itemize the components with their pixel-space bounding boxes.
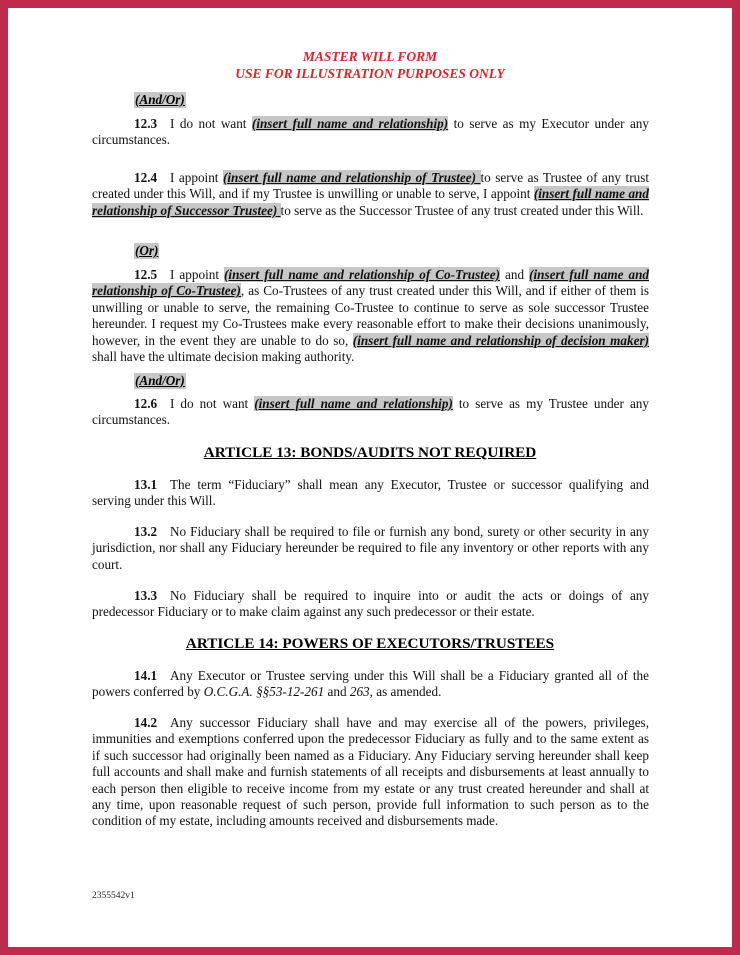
section-text: to serve as the Successor Trustee of any trust created under this Will. — [280, 202, 644, 218]
article-14-heading: ARTICLE 14: POWERS OF EXECUTORS/TRUSTEES — [185, 635, 555, 652]
section-text: and — [324, 684, 350, 700]
insert-placeholder: (insert full name and relationship) — [251, 116, 449, 131]
section-text: I do not want — [170, 116, 252, 131]
statute-reference: 263 — [349, 684, 370, 700]
section-text: to serve as my Executor under any circumstances. — [92, 116, 649, 148]
section-12-3 — [92, 116, 649, 149]
section-text: to serve as my Trustee under any circumstances. — [92, 396, 649, 428]
section-12-6 — [92, 396, 649, 429]
section-text: and — [499, 267, 530, 282]
section-13-3 — [92, 588, 649, 621]
section-12-5 — [92, 267, 649, 365]
section-text: No Fiduciary shall be required to file or furnish any bond, surety or other security in any jurisdiction, nor shall any Fiduciary hereunder be required to file any inventory or other reports with any court. — [92, 524, 649, 572]
section-number: 14.1 — [134, 668, 158, 683]
section-text: No Fiduciary shall be required to inquire into or audit the acts or doings of any predecessor Fiduciary or to make claim against any such predecessor or their estate. — [92, 588, 649, 620]
section-text: shall have the ultimate decision making authority. — [92, 349, 355, 365]
insert-placeholder: (insert full name and relationship of Successor Trustee) — [92, 186, 649, 218]
insert-placeholder: (insert full name and relationship of decision maker) — [352, 332, 649, 348]
section-text: The term “Fiduciary” shall mean any Executor, Trustee or successor qualifying and serving under this Will. — [92, 477, 649, 509]
section-number: 12.3 — [134, 116, 158, 131]
section-text: to serve as Trustee of any trust created under this Will, and if my Trustee is unwilling or unable to serve, I appoint — [92, 170, 649, 202]
section-14-1 — [92, 668, 649, 701]
section-number: 14.2 — [134, 715, 158, 730]
section-text: I appoint — [170, 267, 225, 282]
statute-reference: O.C.G.A. §§53-12-261 — [203, 684, 325, 700]
section-14-2 — [92, 715, 649, 830]
section-number: 12.5 — [134, 267, 158, 282]
insert-placeholder: (insert full name and relationship) — [254, 396, 453, 411]
insert-placeholder: (insert full name and relationship of Trustee) — [222, 170, 481, 185]
section-number: 12.6 — [134, 396, 158, 411]
section-text: I do not want — [170, 396, 255, 411]
section-number: 13.3 — [134, 588, 158, 603]
section-13-1 — [92, 477, 649, 510]
document-id: 2355542v1 — [92, 891, 135, 901]
section-number: 13.1 — [134, 477, 158, 492]
document-page — [8, 8, 732, 947]
section-text: Any successor Fiduciary shall have and may exercise all of the powers, privileges, immunities and exemptions conferred upon the predecessor Fiduciary as fully and to the same extent as if such successor had originally been named as a Fiduciary. Any Fiduciary serving hereunder shall keep full accounts and shall make and furnish statements of all receipts and disbursements at least annually to each person then eligible to receive income from my estate or any trust created hereunder and shall at any time, upon reasonable request of such person, provide full information to such person as to the condition of my estate, including amounts received and disbursements made. — [92, 715, 649, 829]
section-number: 12.4 — [134, 170, 158, 185]
section-text: , as Co-Trustees of any trust created under this Will, and if either of them is unwilling or unable to serve, the remaining Co-Trustee to continue to serve as sole successor Trustee hereunder. I request my Co-Trustees make every reasonable effort to make their decisions unanimously, however, in the event they are unable to do so, — [92, 283, 650, 348]
insert-placeholder: (insert full name and relationship of Co-Trustee) — [92, 267, 649, 299]
connector-and-or: (And/Or) — [135, 92, 185, 107]
header-title: MASTER WILL FORM — [302, 49, 438, 64]
section-text: Any Executor or Trustee serving under this Will shall be a Fiduciary granted all of the powers conferred by — [92, 668, 649, 700]
section-text: , as amended. — [369, 684, 442, 700]
insert-placeholder: (insert full name and relationship of Co-Trustee) — [224, 267, 500, 282]
article-13-heading: ARTICLE 13: BONDS/AUDITS NOT REQUIRED — [203, 444, 537, 461]
section-13-2 — [92, 524, 649, 573]
connector-or: (Or) — [135, 243, 159, 258]
section-12-4 — [92, 170, 649, 219]
connector-and-or: (And/Or) — [135, 373, 185, 388]
section-text: I appoint — [170, 170, 223, 185]
section-number: 13.2 — [134, 524, 158, 539]
header-subtitle: USE FOR ILLUSTRATION PURPOSES ONLY — [235, 66, 505, 81]
